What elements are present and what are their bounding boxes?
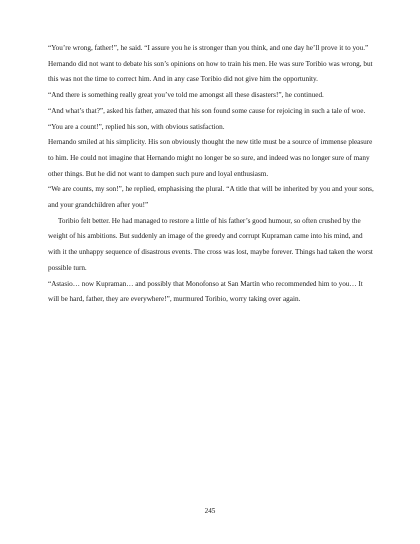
page-number: 245 bbox=[204, 507, 216, 515]
paragraph-6: Hernando smiled at his simplicity. His son obviously thought the new title must be a source of immense pleasure to him. He could not imagine that Hernando might no longer be so sure, and indeed was no longer sure of many other things. But he did not want to dampen such pure and loyal enthusiasm. bbox=[48, 138, 373, 178]
paragraph-1: “You’re wrong, father!”, he said. “I assure you he is stronger than you think, and one day he’ll prove it to you.” bbox=[48, 44, 369, 52]
paragraph-4: “And what’s that?”, asked his father, amazed that his son found some cause for rejoicing in such a tale of woe. bbox=[48, 106, 366, 115]
paragraph-7: “We are counts, my son!”, he replied, emphasising the plural. “A title that will be inherited by you and your sons, and your grandchildren after you!” bbox=[48, 185, 374, 210]
paragraph-2: Hernando did not want to debate his son’s opinions on how to train his men. He was sure Toribio was wrong, but this was not the time to correct him. And in any case Toribio did not give him the opportunity. bbox=[48, 59, 373, 84]
paragraph-3: “And there is something really great you’ve told me amongst all these disasters!”, he continued. bbox=[48, 91, 324, 100]
paragraph-9: “Astasio… now Kupraman… and possibly that Monofonso at San Martín who recommended him to you… It will be hard, father, they are everywhere!”, murmured Toribio, worry taking over again. bbox=[48, 279, 363, 304]
body-text bbox=[48, 41, 374, 308]
paragraph-8: Toribio felt better. He had managed to restore a little of his father’s good humour, so often crushed by the weight of his ambitions. But suddenly an image of the greedy and corrupt Kupraman came into his mind, and with it the unhappy sequence of disastrous events. The cross was lost, maybe forever. Things had taken the worst possible turn. bbox=[48, 216, 373, 272]
paragraph-5: “You are a count!”, replied his son, with obvious satisfaction. bbox=[48, 122, 225, 131]
